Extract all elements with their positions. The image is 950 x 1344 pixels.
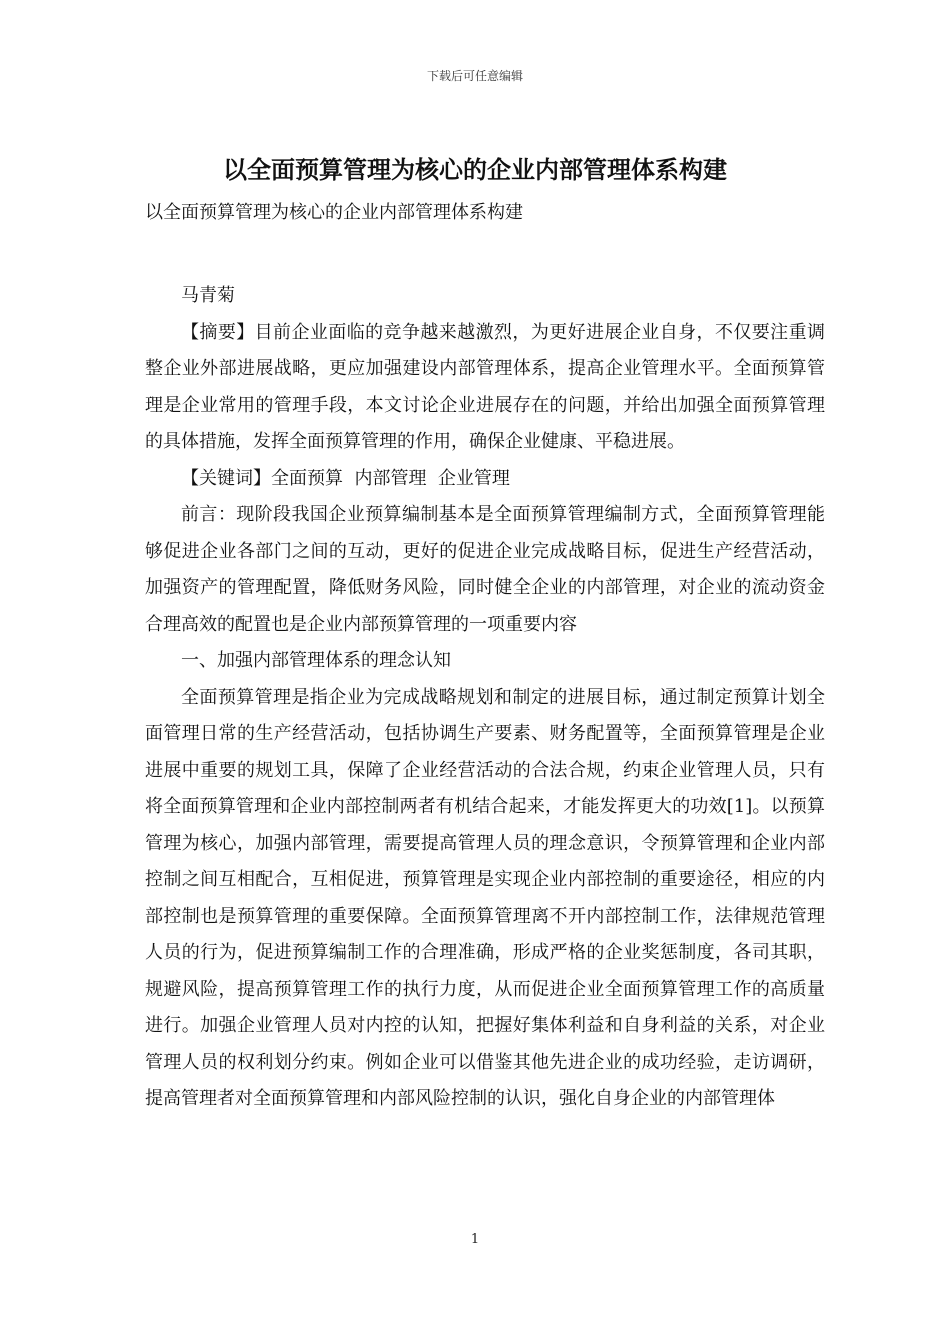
- abstract-paragraph: 【摘要】目前企业面临的竞争越来越激烈，为更好进展企业自身，不仅要注重调整企业外部进展战略，更应加强建设内部管理体系，提高企业管理水平。全面预算管理是企业常用的管理手段，本文讨论企业进展存在的问题，并给出加强全面预算管理的具体措施，发挥全面预算管理的作用，确保企业健康、平稳进展。: [145, 321, 825, 452]
- document-subtitle: 以全面预算管理为核心的企业内部管理体系构建: [145, 202, 523, 223]
- page-number: 1: [470, 1232, 480, 1247]
- section-body-paragraph: 全面预算管理是指企业为完成战略规划和制定的进展目标，通过制定预算计划全面管理日常的生产经营活动，包括协调生产要素、财务配置等，全面预算管理是企业进展中重要的规划工具，保障了企业经营活动的合法合规，约束企业管理人员，只有将全面预算管理和企业内部控制两者有机结合起来，才能发挥更大的功效[1]。以预算管理为核心，加强内部管理，需要提高管理人员的理念意识，令预算管理和企业内部控制之间互相配合，互相促进，预算管理是实现企业内部控制的重要途径，相应的内部控制也是预算管理的重要保障。全面预算管理离不开内部控制工作，法律规范管理人员的行为，促进预算编制工作的合理准确，形成严格的企业奖惩制度，各司其职，规避风险，提高预算管理工作的执行力度，从而促进企业全面预算管理工作的高质量进行。加强企业管理人员对内控的认知，把握好集体利益和自身利益的关系，对企业管理人员的权利划分约束。例如企业可以借鉴其他先进企业的成功经验，走访调研，提高管理者对全面预算管理和内部风险控制的认识，强化自身企业的内部管理体: [145, 686, 825, 1109]
- page-header-note: 下载后可任意编辑: [426, 69, 523, 83]
- keywords-paragraph: 【关键词】全面预算 内部管理 企业管理: [181, 467, 510, 489]
- intro-paragraph: 前言：现阶段我国企业预算编制基本是全面预算管理编制方式，全面预算管理能够促进企业各部门之间的互动，更好的促进企业完成战略目标，促进生产经营活动，加强资产的管理配置，降低财务风险，同时健全企业的内部管理，对企业的流动资金合理高效的配置也是企业内部预算管理的一项重要内容: [145, 504, 825, 635]
- author-name: 马青菊: [181, 285, 235, 306]
- section-heading: 一、加强内部管理体系的理念认知: [181, 650, 451, 671]
- document-body: [145, 278, 825, 1118]
- document-title: 以全面预算管理为核心的企业内部管理体系构建: [223, 155, 727, 184]
